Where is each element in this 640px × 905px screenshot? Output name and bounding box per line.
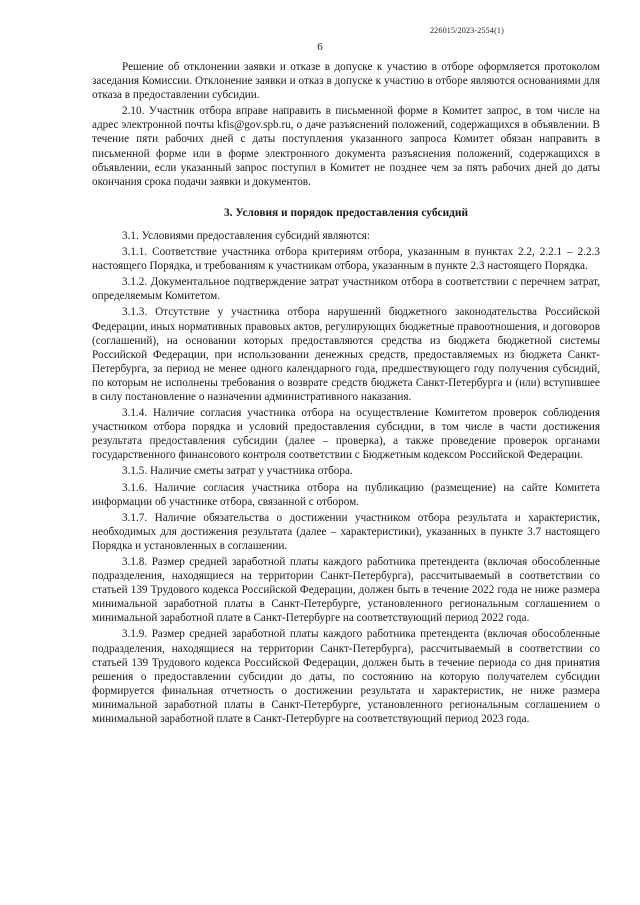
paragraph-3-1-9: 3.1.9. Размер средней заработной платы каждого работника претендента (включая обособленные подразделения, находящиеся на территории Санкт-Петербурга), рассчитываемый в соответствии со статьей 139 Трудового кодекса Российской Федерации, должен быть в течение периода со дня принятия решения о предоставлении субсидии до даты, по состоянию на которую получателем субсидии формируется финальная отчетность о достижении результата и характеристик, не ниже размера минимальной заработной платы в Санкт-Петербурге, установленного региональным соглашением о минимальной заработной плате в Санкт-Петербурге на соответствующий период 2023 года.: [92, 628, 600, 726]
page-number: 6: [317, 41, 323, 53]
paragraph-2-10: 2.10. Участник отбора вправе направить в письменной форме в Комитет запрос, в том числе на адрес электронной почты kfis@gov.spb.ru, о даче разъяснений положений, содержащихся в объявлении. В течение пяти рабочих дней с даты поступления указанного запроса Комитет обязан направить в письменной форме или в форме электронного документа разъяснения положений, содержащихся в объявлении, если указанный запрос поступил в Комитет не позднее чем за пять рабочих дней до даты окончания срока подачи заявки и документов.: [92, 105, 600, 188]
paragraph-3-1-2: 3.1.2. Документальное подтверждение затрат участником отбора в соответствии с перечнем затрат, определяемым Комитетом.: [92, 276, 600, 303]
paragraph-3-1-8: 3.1.8. Размер средней заработной платы каждого работника претендента (включая обособленные подразделения, находящиеся на территории Санкт-Петербурга), рассчитываемый в соответствии со статьей 139 Трудового кодекса Российской Федерации, должен быть в течение 2022 года не ниже размера минимальной заработной платы в Санкт-Петербурге, установленного региональным соглашением о минимальной заработной плате в Санкт-Петербурге на соответствующий период 2022 года.: [92, 556, 600, 625]
paragraph-3-1-7: 3.1.7. Наличие обязательства о достижении участником отбора результата и характеристик, необходимых для достижения результата (далее – характеристики), указанных в пункте 3.7 настоящего Порядка и установленных в соглашении.: [92, 511, 600, 552]
document-body: [92, 60, 600, 728]
paragraph-3-1-5: 3.1.5. Наличие сметы затрат у участника отбора.: [122, 465, 353, 478]
paragraph-3-1-3: 3.1.3. Отсутствие у участника отбора нарушений бюджетного законодательства Российской Федерации, иных нормативных правовых актов, регулирующих бюджетные правоотношения, и договоров (соглашений), на основании которых предоставляются средства из бюджета бюджетной системы Российской Федерации, при использовании денежных средств, предоставляемых из бюджета Санкт-Петербурга, за период не менее одного календарного года, предшествующего году получения субсидий, по которым не исполнены требования о возврате средств бюджета Санкт-Петербурга и (или) вступившее в силу постановление о назначении административного наказания.: [92, 306, 600, 403]
paragraph-3-1-1: 3.1.1. Соответствие участника отбора критериям отбора, указанным в пунктах 2.2, 2.2.1 – 2.2.3 настоящего Порядка, и требованиям к участникам отбора, указанным в пункте 2.3 настоящего Порядка.: [92, 246, 600, 273]
paragraph-3-1: 3.1. Условиями предоставления субсидий являются:: [122, 229, 370, 242]
document-id: 226015/2023-2554(1): [429, 26, 504, 35]
paragraph-rejection: Решение об отклонении заявки и отказе в допуске к участию в отборе оформляется протоколом заседания Комиссии. Отклонение заявки и отказ в допуске к участию в отборе являются основаниями для отказа в предоставлении субсидии.: [92, 61, 600, 102]
section-title: 3. Условия и порядок предоставления субсидий: [223, 206, 469, 219]
paragraph-3-1-4: 3.1.4. Наличие согласия участника отбора на осуществление Комитетом проверок соблюдения участником отбора порядка и условий предоставления субсидии, в том числе в части достижения результата предоставления субсидии (далее – проверка), а также проведение проверок органами государственного финансового контроля соответствии с Бюджетным кодексом Российской Федерации.: [92, 407, 600, 462]
paragraph-3-1-6: 3.1.6. Наличие согласия участника отбора на публикацию (размещение) на сайте Комитета информации об участнике отбора, связанной с отбором.: [92, 481, 600, 508]
